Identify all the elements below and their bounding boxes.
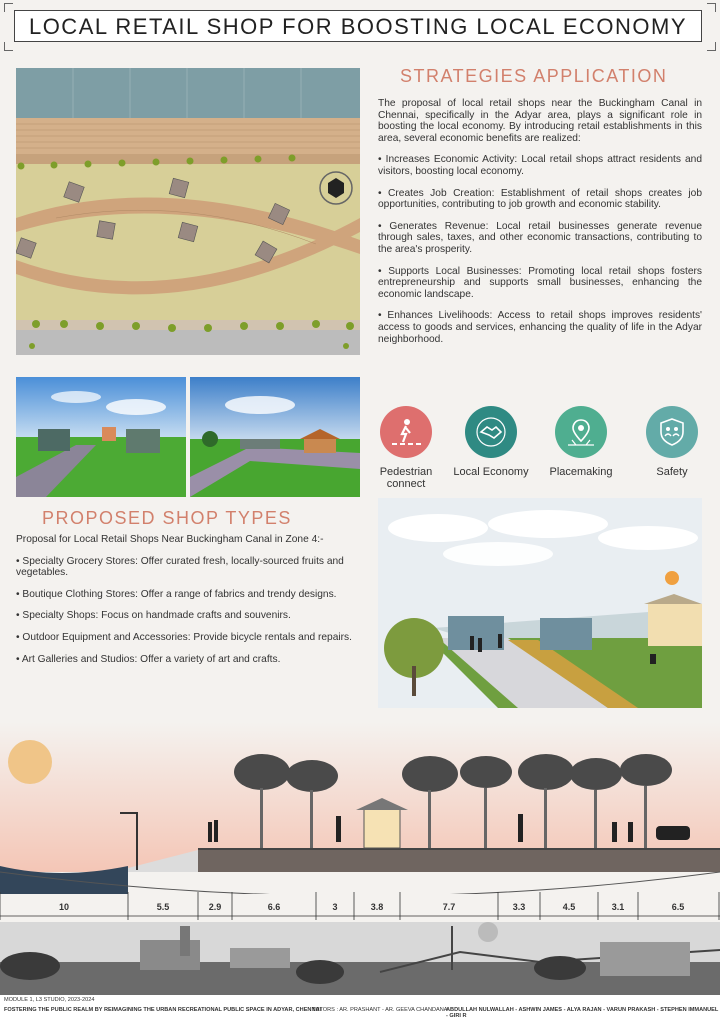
- dimension-label: 3.1: [611, 902, 625, 912]
- shop-types-heading: PROPOSED SHOP TYPES: [42, 508, 292, 528]
- shop-types-list: [16, 534, 362, 675]
- strategy-point: • Creates Job Creation: Establishment of retail shops creates job opportunities, contributing to job growth and economic stability.: [378, 187, 702, 211]
- corner-mark: [707, 42, 716, 51]
- strategy-point: • Increases Economic Activity: Local retail shops attract residents and visitors, boosting local economy.: [378, 154, 702, 177]
- strategy-icon-item: [627, 406, 717, 478]
- strategies-intro: The proposal of local retail shops near the Buckingham Canal in Chennai, specifically in the Adyar area, plays a significant role in boosting the local economy. By introducing retail establishments in this area, several economic benefits are realized:: [378, 98, 702, 144]
- dimension-label: 3: [332, 902, 338, 912]
- location-pin-icon: [555, 406, 607, 458]
- shop-type-item: • Specialty Grocery Stores: Offer curated fresh, locally-sourced fruits and vegetables.: [16, 555, 344, 579]
- strategy-point: • Supports Local Businesses: Promoting local retail shops fosters entrepreneurship and supports small businesses, enhancing the economic landscape.: [378, 265, 702, 300]
- shop-types-intro: Proposal for Local Retail Shops Near Buckingham Canal in Zone 4:-: [16, 534, 324, 545]
- strategies-heading: STRATEGIES APPLICATION: [400, 66, 668, 86]
- dimension-label: 6.6: [267, 902, 281, 912]
- footer: [0, 995, 720, 1019]
- strategy-point: • Generates Revenue: Local retail businesses generate revenue through sales, taxes, and other economic transactions, contributing to the area's prosperity.: [378, 220, 702, 255]
- footer-students: ABDULLAH NULWALLAH - ASHWIN JAMES - ALYA RAJAN - VARUN PRAKASH - STEPHEN IMMANUEL - GIRI R: [446, 1007, 719, 1019]
- dimension-label: 5.5: [156, 902, 170, 912]
- dimension-label: 3.8: [370, 902, 384, 912]
- icon-label: Pedestrian connect: [379, 466, 433, 490]
- title-box: [14, 10, 702, 42]
- footer-project: FOSTERING THE PUBLIC REALM BY REIMAGINING THE URBAN RECREATIONAL PUBLIC SPACE IN ADYAR, CHENNAI: [4, 1007, 322, 1013]
- corner-mark: [707, 3, 716, 12]
- pedestrian-icon: [380, 406, 432, 458]
- perspective-render-image: [378, 498, 702, 708]
- shop-type-item: • Art Galleries and Studios: Offer a variety of art and crafts.: [16, 653, 281, 665]
- dimension-label: 3.3: [512, 902, 526, 912]
- strategy-point: • Enhances Livelihoods: Access to retail shops improves residents' access to goods and services, enhancing the quality of life in the Adyar neighborhood.: [378, 310, 702, 345]
- strategy-icon-item: [536, 406, 626, 478]
- strategies-text: [378, 98, 702, 355]
- page-title: LOCAL RETAIL SHOP FOR BOOSTING LOCAL ECONOMY: [28, 14, 688, 39]
- shield-people-icon: [646, 406, 698, 458]
- dimension-label: 4.5: [562, 902, 576, 912]
- city-collage-image: [0, 922, 720, 995]
- section-dimensions: [0, 892, 720, 922]
- shop-type-item: • Outdoor Equipment and Accessories: Provide bicycle rentals and repairs.: [16, 631, 352, 643]
- footer-module: MODULE 1, L3 STUDIO, 2023-2024: [4, 997, 95, 1003]
- section-elevation-image: [0, 722, 720, 894]
- render-view-right: [190, 377, 360, 497]
- icon-label: Placemaking: [549, 466, 613, 478]
- dimension-label: 6.5: [671, 902, 685, 912]
- footer-tutors: TUTORS : AR. PRASHANT - AR. GEEVA CHANDANA: [312, 1007, 448, 1013]
- corner-mark: [4, 42, 13, 51]
- dimension-label: 2.9: [208, 902, 222, 912]
- render-view-left: [16, 377, 186, 497]
- shop-type-item: • Specialty Shops: Focus on handmade crafts and souvenirs.: [16, 610, 291, 622]
- corner-mark: [4, 3, 13, 12]
- handshake-icon: [465, 406, 517, 458]
- dimension-label: 10: [58, 902, 70, 912]
- dimension-label: 7.7: [442, 902, 456, 912]
- strategy-icon-item: [446, 406, 536, 478]
- shop-type-item: • Boutique Clothing Stores: Offer a range of fabrics and trendy designs.: [16, 588, 337, 600]
- site-plan-image: [16, 68, 360, 355]
- icon-label: Safety: [656, 466, 688, 478]
- icon-label: Local Economy: [453, 466, 529, 478]
- strategy-icon-item: [361, 406, 451, 490]
